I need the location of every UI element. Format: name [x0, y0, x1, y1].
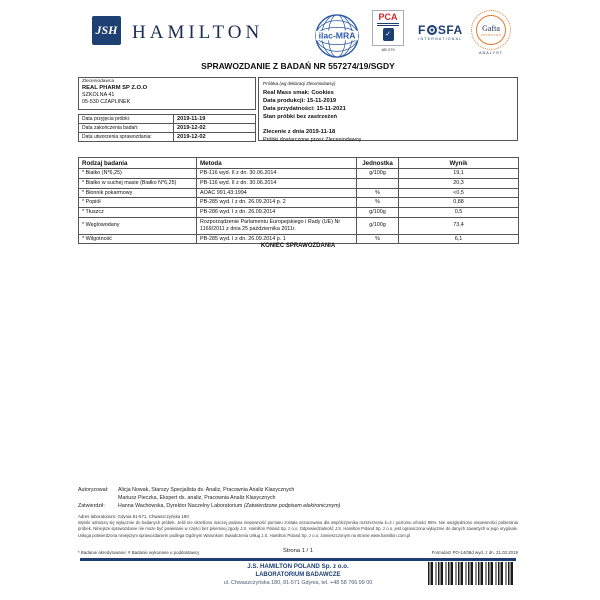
fosfa-text-left: F: [418, 23, 426, 37]
test-name: * Błonnik pokarmowy: [79, 188, 197, 198]
test-unit: g/100g: [357, 208, 399, 218]
gafta-outer-ring: [471, 10, 511, 50]
test-name: * Tłuszcz: [79, 208, 197, 218]
date-value: 2019-11-19: [174, 115, 256, 124]
sample-delivery: Próbki dostarczone przez Zleceniodawcę: [263, 136, 362, 143]
pca-label: PCA: [378, 12, 398, 22]
sample-expiry-date: Data przydatności: 15-11-2021: [263, 105, 346, 112]
date-value: 2019-12-02: [174, 124, 256, 133]
gafta-analyst-label: ANALYST: [478, 51, 504, 55]
table-row: [79, 217, 519, 234]
test-unit: g/100g: [357, 217, 399, 234]
authorized-row: [78, 494, 518, 502]
table-row: [79, 188, 519, 198]
test-result: 0,5: [399, 208, 519, 218]
accreditation-footnote: * Badanie akredytowane; # Badanie wykonane u poddostawcy: [78, 550, 200, 555]
authorized-person: Alicja Nowak, Starszy Specjalista ds. Analiz, Pracownia Analiz Klasycznych: [118, 487, 295, 493]
pca-badge-box: [372, 10, 404, 46]
test-unit: %: [357, 234, 399, 244]
table-header-row: [79, 158, 519, 169]
fosfa-subtitle: INTERNATIONAL: [418, 37, 463, 41]
test-method: PB-116 wyd. II z dn. 30.06.2014: [197, 169, 357, 179]
pagefoot-row: [78, 548, 518, 557]
date-label: Data zakończenia badań:: [79, 124, 174, 133]
client-name: REAL PHARM SP Z.O.O: [82, 85, 148, 91]
results-table: [78, 157, 519, 244]
table-row: [79, 124, 256, 133]
test-result: 0,88: [399, 198, 519, 208]
fosfa-text-right: SFA: [437, 23, 463, 37]
sample-label-note: (wg deklaracji Zleceniodawcy): [279, 80, 336, 86]
test-result: 20,3: [399, 178, 519, 188]
approved-person: [118, 502, 340, 510]
test-method: PB-286 wyd. I z dn. 26.09.2014: [197, 208, 357, 218]
authorized-label-spacer: [78, 494, 118, 502]
ilac-globe-icon: [314, 13, 360, 59]
test-unit: %: [357, 198, 399, 208]
sample-production-date: Data produkcji: 15-11-2019: [263, 97, 337, 104]
test-method: PB-116 wyd. II z dn. 30.06.2014: [197, 178, 357, 188]
client-box: [78, 77, 256, 110]
report-header: [78, 8, 518, 60]
test-method: PB-285 wyd. I z dn. 26.09.2014 p. 2: [197, 198, 357, 208]
test-method: PB-285 wyd. I z dn. 26.09.2014 p. 1: [197, 234, 357, 244]
gafta-logo: [468, 10, 514, 55]
pca-logo: [370, 10, 406, 52]
test-name: * Białko (N*6,25): [79, 169, 197, 179]
sample-condition: Stan próbki bez zastrzeżeń: [263, 113, 338, 120]
gafta-label: Gafta: [482, 23, 500, 33]
test-result: 19,1: [399, 169, 519, 179]
test-name: * Białko w suchej masie (Białko N*6,25): [79, 178, 197, 188]
test-method: AOAC 991.43:1994: [197, 188, 357, 198]
authorized-row: [78, 486, 518, 494]
date-label: Data utworzenia sprawozdania:: [79, 133, 174, 142]
authorized-person: Mariusz Pieczka, Ekspert ds. analiz, Pracownia Analiz Klasycznych: [118, 495, 276, 501]
fosfa-wordmark: [418, 24, 463, 36]
gafta-inner-circle: [476, 15, 506, 45]
form-reference: Formularz PO-14/08d wyd. z dn. 21.03.2019: [431, 550, 518, 555]
company-name: J.S. HAMILTON POLAND Sp. z o.o.: [247, 563, 349, 570]
test-name: * Wilgotność: [79, 234, 197, 244]
jsh-monogram: JSH: [95, 23, 118, 37]
end-of-report-note: KONIEC SPRAWOZDANIA: [260, 243, 336, 249]
test-unit: [357, 178, 399, 188]
test-unit: g/100g: [357, 169, 399, 179]
pca-shield-icon: ✓: [383, 28, 394, 41]
company-address: ul. Chwaszczyńska 180, 81-571 Gdynia, tel. +48 58 766 99 00: [223, 580, 373, 586]
test-unit: %: [357, 188, 399, 198]
test-name: * Węglowodany: [79, 217, 197, 234]
pca-decor-line: [377, 23, 399, 24]
test-result: <0,5: [399, 188, 519, 198]
table-row: [79, 115, 256, 124]
gafta-approved-label: APPROVED: [480, 32, 502, 37]
sample-box: [258, 77, 518, 141]
test-name: * Popiół: [79, 198, 197, 208]
lab-address: Adres laboratorium: Gdynia 81-571, Chwaszczyńska 180: [78, 514, 189, 519]
page-title: SPRAWOZDANIE Z BADAŃ NR 557274/19/SGDY: [201, 61, 395, 71]
test-result: 6,1: [399, 234, 519, 244]
info-section: [78, 77, 518, 141]
approved-label: Zatwierdził:: [78, 503, 105, 509]
sample-label: [263, 80, 513, 89]
jsh-logo: [92, 16, 121, 45]
table-row: [79, 133, 256, 142]
electronic-signature-note: (Zatwierdzone podpisem elektronicznym): [243, 503, 341, 509]
barcode: [428, 562, 514, 585]
test-method: Rozporządzenie Parlamentu Europejskiego i Rady (UE) Nr 1169/2011 z dnia 25 października 2011r.: [197, 217, 357, 234]
approved-person-name: Hanna Wachowska, Dyrektor Naczelny Laboratorium: [118, 503, 244, 509]
fosfa-globe-icon: [427, 25, 437, 35]
fosfa-logo: [418, 24, 463, 41]
ilac-label: ilac-MRA: [318, 30, 356, 41]
test-result: 73,4: [399, 217, 519, 234]
client-label: Zleceniodawca: [82, 79, 114, 84]
table-row: [79, 169, 519, 179]
sample-name: Real Mass smak: Cookies: [263, 89, 334, 96]
authorized-label: Autoryzował:: [78, 487, 109, 493]
dates-table: [78, 114, 256, 142]
brand-name: HAMILTON: [132, 22, 264, 43]
page-number: Strona 1 / 1: [283, 548, 313, 554]
column-header-unit: Jednostka: [357, 158, 399, 169]
column-header-result: Wynik: [399, 158, 519, 169]
client-address-line: 05-530 CZAPLINEK: [82, 99, 131, 105]
pca-decor-line: [377, 25, 399, 26]
laboratory-name: LABORATORIUM BADAWCZE: [255, 572, 341, 578]
ilac-mra-logo: [314, 13, 360, 64]
date-label: Data przyjęcia próbki:: [79, 115, 174, 124]
pca-accreditation-number: AB 079: [381, 47, 395, 52]
footer-divider: [80, 558, 516, 561]
client-address-line: SZKOLNA 41: [82, 92, 115, 98]
column-header-method: Metoda: [197, 158, 357, 169]
authorization-block: [78, 486, 518, 510]
table-row: [79, 208, 519, 218]
disclaimer-text: Wyniki odnoszą się wyłącznie do badanych próbek. Jeśli nie określono inaczej podana niepewność pomiaru została oszacowana dla współczynnika rozszerzenia k=2 i poziomu ufności 95%. Nie uwzględniono niepewności pobierania próbek. Niniejsze sprawozdanie nie może być powielane w części bez pisemnej zgody J.S. Hamilton Poland Sp. z o.o. Odpowiedzialność J.S. Hamilton Poland Sp. z o.o. jest ograniczona wyłącznie do danych zawartych w jego oryginale. Usługa potwierdzona niniejszym sprawozdaniem podlega Ogólnym Warunkom Świadczenia Usług J.S. Hamilton Poland Sp. z o.o. zamieszczonym na stronie www.hamilton.com.pl: [78, 520, 518, 538]
sample-label-text: Próbka: [263, 81, 279, 87]
order-date: Zlecenie z dnia 2019-11-18: [263, 128, 336, 135]
date-value: 2019-12-02: [174, 133, 256, 142]
table-row: [79, 178, 519, 188]
column-header-test: Rodzaj badania: [79, 158, 197, 169]
table-row: [79, 198, 519, 208]
approved-row: [78, 502, 518, 510]
